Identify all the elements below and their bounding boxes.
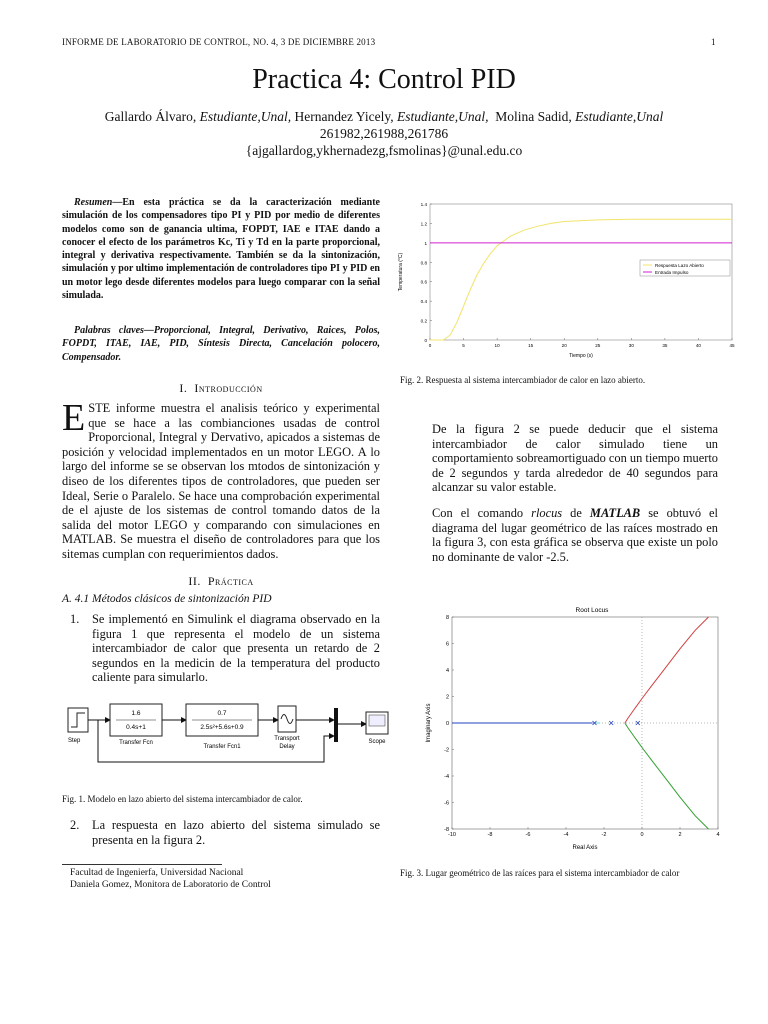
y-tick-label: 0.6: [420, 279, 427, 285]
x-tick-label: 10: [494, 343, 500, 348]
y-axis-label: Imaginary Axis: [426, 703, 432, 743]
y-tick-label: 8: [445, 615, 449, 621]
drop-cap: E: [62, 397, 86, 439]
legend-response: Respuesta Lazo Abierto: [655, 263, 704, 268]
transport-delay-block: [278, 706, 296, 732]
y-tick-label: 1.4: [420, 202, 427, 207]
x-tick-label: 2: [678, 832, 682, 838]
x-tick-label: 0: [640, 832, 644, 838]
paper-title: Practica 4: Control PID: [252, 64, 516, 95]
y-tick-label: 6: [445, 641, 449, 648]
legend: [640, 260, 730, 276]
y-tick-label: 0: [445, 721, 449, 727]
tf1-label: Transfer Fcn: [119, 740, 153, 746]
section-1-text: informe muestra el analisis teórico y experimental que se hace a las combianciones usadas de control Proporcional, Integral y Dervativo, apicados a sistemas de posición y velocidad implementados en un motor LEGO. A lo largo del informe se se observan los mtodos de sintonización y diseo de los diferentes tipos de controladores, que pueden ser Ideal, Serie o Paralelo. Se hace una comprobación experimental de el ajuste de los sistemas de control tomando datos de la salida del motor LEGO y comparando con simulaciones en MATLAB. Se muestra el diseño de controladores para que los sitemas cumplan con requerimientos dados.: [62, 401, 380, 561]
x-tick-label: -2: [601, 832, 607, 838]
x-tick-label: 4: [716, 832, 720, 838]
scope-block: [366, 712, 388, 734]
figure-1-diagram: [62, 698, 402, 770]
y-tick-label: -4: [444, 774, 449, 780]
p2-command: rlocus: [531, 506, 563, 520]
x-tick-label: 25: [595, 343, 601, 348]
tf2-numerator: 0.7: [217, 710, 227, 717]
y-tick-label: 1: [424, 240, 427, 246]
p2-part-b: de: [562, 506, 590, 520]
step-block: [68, 708, 88, 732]
section-1-heading: [62, 381, 380, 396]
legend-input: Entrada Impulso: [655, 270, 689, 275]
x-axis-label: Real Axis: [572, 845, 598, 851]
p2-part-a: Con el comando: [432, 506, 532, 520]
tf1-denominator: 0.4s+1: [126, 724, 146, 731]
section-2-number: II.: [188, 574, 201, 588]
keywords-label: Palabras claves: [74, 325, 144, 336]
section-1-number: I.: [179, 381, 188, 395]
author-3-affiliation: Estudiante,Unal: [575, 109, 664, 124]
x-tick-label: 30: [628, 343, 634, 348]
right-paragraph-1: De la figura 2 se puede deducir que el sistema intercambiador de calor simulado tiene un comportamiento sobreamortiguado con un tiempo muerto de 2 segundos y tarda alrededor de 40 segundos para alcanzar su valor estable.: [432, 422, 718, 495]
tf2-label: Transfer Fcn1: [203, 744, 241, 750]
p2-matlab: MATLAB: [589, 506, 641, 520]
x-tick-label: -10: [448, 832, 456, 838]
author-1-affiliation: Estudiante,Unal,: [199, 109, 292, 124]
x-tick-label: 5: [462, 343, 465, 348]
section-1-lead: STE: [88, 401, 111, 415]
y-axis-label: Temperatura (°C): [398, 252, 404, 292]
x-tick-label: 35: [662, 343, 668, 348]
x-tick-label: -8: [487, 832, 493, 838]
item-2-number: 2.: [70, 818, 80, 832]
scope-label: Scope: [368, 739, 386, 745]
transfer-fcn1-block: [186, 704, 258, 736]
delay-label-1: Transport: [274, 736, 300, 742]
tf1-numerator: 1.6: [131, 710, 141, 717]
x-tick-label: 20: [561, 343, 567, 348]
item-1-text: Se implementó en Simulink el diagrama observado en la figura 1 que representa el modelo de un sistema intercambiador de calor que presenta un retardo de 2 segundos en la medicin de la temperatura del producto caliente para simularlo.: [92, 612, 380, 685]
author-3-name: Molina Sadid,: [495, 109, 572, 124]
figure-2-chart: [394, 196, 744, 360]
p2-part-c: se obtuvó el diagrama del lugar geométrico de las raíces mostrado en la figura 3, con esta gráfica se observa que existe un polo no dominante de valor -2.5.: [432, 506, 718, 564]
abstract: [62, 196, 380, 302]
figure-1-caption: Fig. 1. Modelo en lazo abierto del sistema intercambiador de calor.: [62, 794, 303, 804]
keywords-text: —Proporcional, Integral, Derivativo, Raices, Polos, FOPDT, ITAE, IAE, PID, Síntesis Directa, Cancelación polocero, Compensador.: [62, 325, 381, 363]
author-2-name: Hernandez Yicely,: [294, 109, 394, 124]
footnote-line-2: Daniela Gomez, Monitora de Laboratorio de Control: [70, 879, 271, 890]
step-label: Step: [68, 738, 81, 744]
figure-2-caption: Fig. 2. Respuesta al sistema intercambiador de calor en lazo abierto.: [400, 375, 646, 385]
y-tick-label: 0.4: [420, 299, 427, 305]
x-axis-label: Tiempo (s): [569, 353, 593, 359]
x-tick-label: 15: [528, 343, 534, 348]
keywords: [62, 324, 380, 364]
y-tick-label: 2: [445, 694, 449, 701]
student-ids: 261982,261988,261786: [319, 126, 449, 141]
section-2-title: Práctica: [207, 574, 254, 588]
chart-title: Root Locus: [575, 607, 609, 614]
right-paragraph-2: [432, 506, 718, 564]
footnote-rule: [62, 864, 222, 865]
author-1-name: Gallardo Álvaro,: [104, 109, 197, 124]
x-tick-label: -4: [563, 832, 569, 838]
item-1-number: 1.: [70, 612, 80, 626]
y-tick-label: -6: [444, 800, 449, 807]
y-tick-label: 0.8: [420, 260, 427, 266]
x-tick-label: 40: [695, 343, 702, 348]
mux-bar: [334, 708, 338, 742]
author-emails: {ajgallardog,ykhernadezg,fsmolinas}@unal.edu.co: [245, 143, 523, 158]
running-header: INFORME DE LABORATORIO DE CONTROL, NO. 4, 3 DE DICIEMBRE 2013: [62, 37, 376, 47]
transfer-fcn-block: [110, 704, 162, 736]
footnote: [70, 868, 271, 891]
section-1-title: Introducción: [194, 381, 263, 395]
section-2-heading: [62, 574, 380, 589]
delay-label-2: Delay: [279, 744, 295, 750]
y-tick-label: 4: [445, 668, 449, 674]
figure-3-chart: [420, 600, 736, 856]
x-tick-label: 0: [428, 343, 432, 348]
abstract-label: Resumen: [74, 197, 113, 208]
y-tick-label: -2: [444, 747, 449, 754]
x-tick-label: -6: [525, 832, 531, 838]
section-1-paragraph: [62, 397, 380, 562]
author-2-affiliation: Estudiante,Unal,: [396, 109, 489, 124]
y-tick-label: 0: [424, 338, 427, 343]
author-block: [70, 108, 698, 159]
y-tick-label: -8: [444, 827, 449, 833]
tf2-denominator: 2.5s²+5.6s+0.9: [200, 724, 244, 731]
subsection-heading: A. 4.1 Métodos clásicos de sintonización PID: [62, 593, 272, 605]
y-tick-label: 1.2: [420, 221, 427, 227]
figure-3-caption: Fig. 3. Lugar geométrico de las raíces para el sistema intercambiador de calor: [400, 868, 680, 878]
item-2-text: La respuesta en lazo abierto del sistema simulado se presenta en la figura 2.: [92, 818, 380, 847]
abstract-text: —En esta práctica se da la caracterización mediante simulación de los compensadores tipo PI y PID por medio de diferentes modelos como son de ganancia ultima, FOPDT, IAE e ITAE dando a conocer el efecto de los parámetros Kc, Ti y Td en la parte proporcional, integral y derivativa respectivamente. También se da la sintonización, simulación y por ultimo implementación de controladores tipo PI y PID en un motor lego desde diferentes modelos para luego comparar con la señal simulada.: [62, 197, 380, 302]
y-tick-label: 0.2: [420, 318, 427, 324]
page-number: 1: [711, 37, 716, 47]
footnote-line-1: Facultad de Ingenierfa, Universidad Nacional: [70, 868, 244, 878]
x-tick-label: 45: [729, 343, 735, 348]
